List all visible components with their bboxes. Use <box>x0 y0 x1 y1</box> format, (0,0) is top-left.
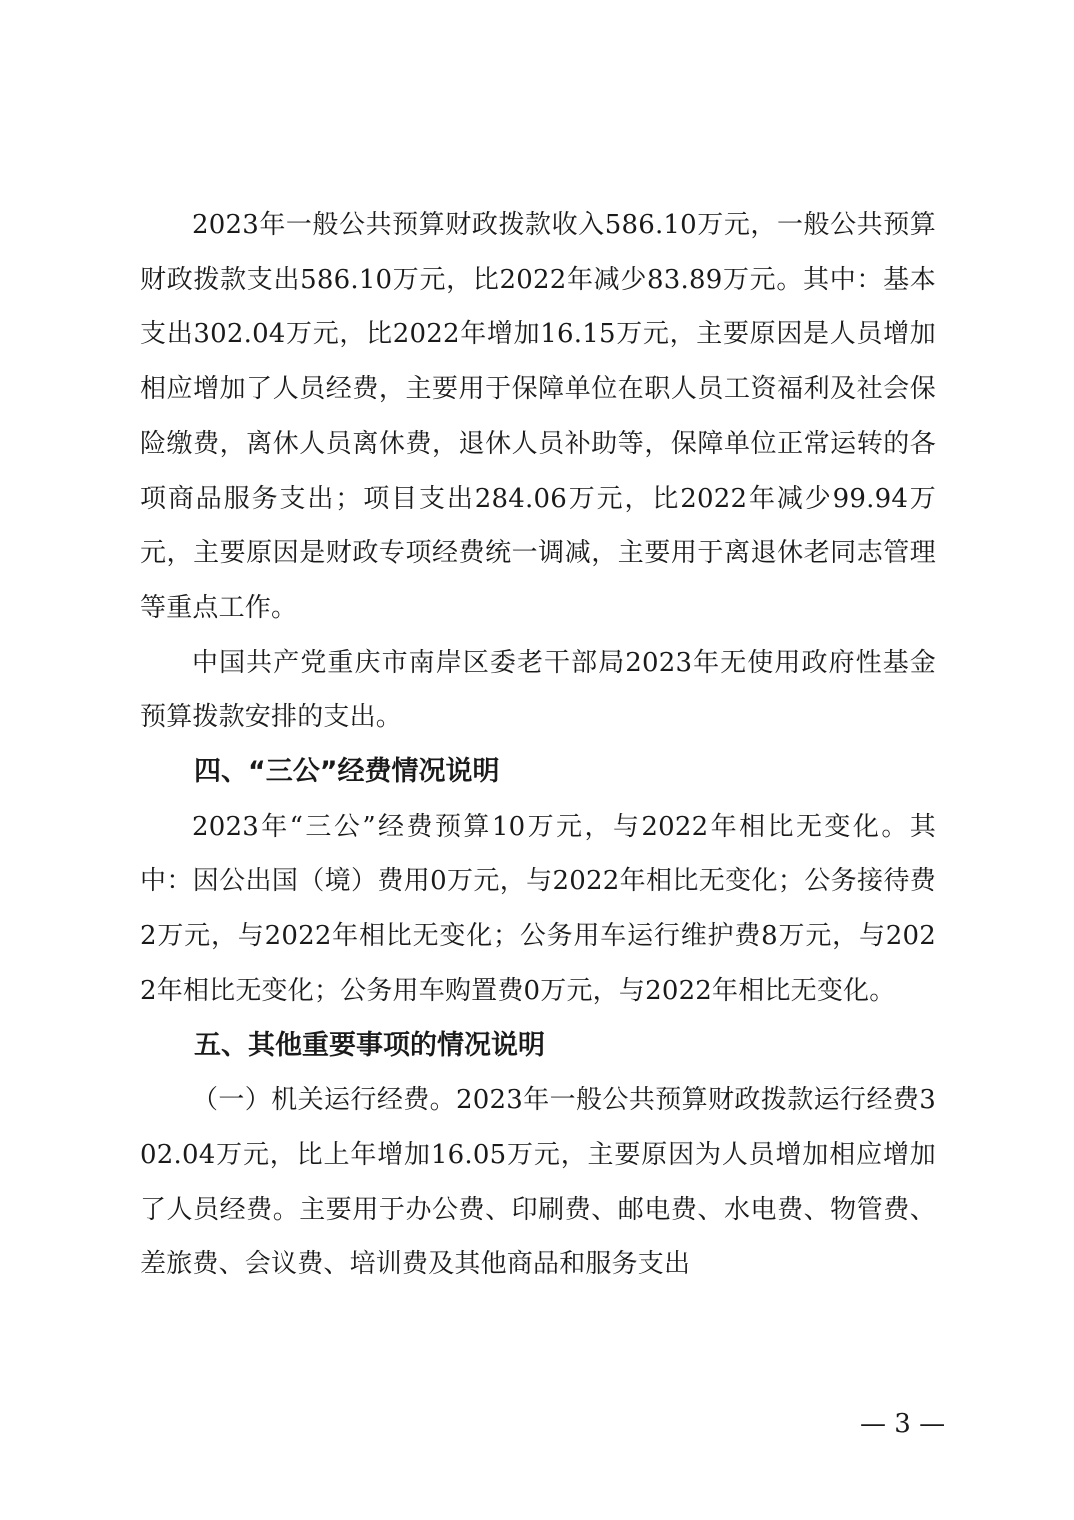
paragraph-government-fund: 中国共产党重庆市南岸区委老干部局2023年无使用政府性基金预算拨款安排的支出。 <box>140 647 936 733</box>
document-body <box>140 198 936 1292</box>
paragraph-three-public-expenses: 2023年“三公”经费预算10万元，与2022年相比无变化。其中：因公出国（境）费用0万元，与2022年相比无变化；公务接待费2万元，与2022年相比无变化；公务用车运行维护费8万元，与2022年相比无变化；公务用车购置费0万元，与2022年相比无变化。 <box>140 811 936 1006</box>
paragraph-budget-income-expenditure: 2023年一般公共预算财政拨款收入586.10万元，一般公共预算财政拨款支出586.10万元，比2022年减少83.89万元。其中：基本支出302.04万元，比2022年增加16.15万元，主要原因是人员增加相应增加了人员经费，主要用于保障单位在职人员工资福利及社会保险缴费，离休人员离休费，退休人员补助等，保障单位正常运转的各项商品服务支出；项目支出284.06万元，比2022年减少99.94万元，主要原因是财政专项经费统一调减，主要用于离退休老同志管理等重点工作。 <box>140 210 936 623</box>
page-number: — 3 — <box>860 1409 946 1439</box>
section-heading-other-matters: 五、其他重要事项的情况说明 <box>194 1029 545 1061</box>
paragraph-operating-expenses: （一）机关运行经费。2023年一般公共预算财政拨款运行经费302.04万元，比上年增加16.05万元，主要原因为人员增加相应增加了人员经费。主要用于办公费、印刷费、邮电费、水电费、物管费、差旅费、会议费、培训费及其他商品和服务支出 <box>140 1085 936 1280</box>
section-heading-three-public-expenses: 四、“三公”经费情况说明 <box>194 756 500 788</box>
